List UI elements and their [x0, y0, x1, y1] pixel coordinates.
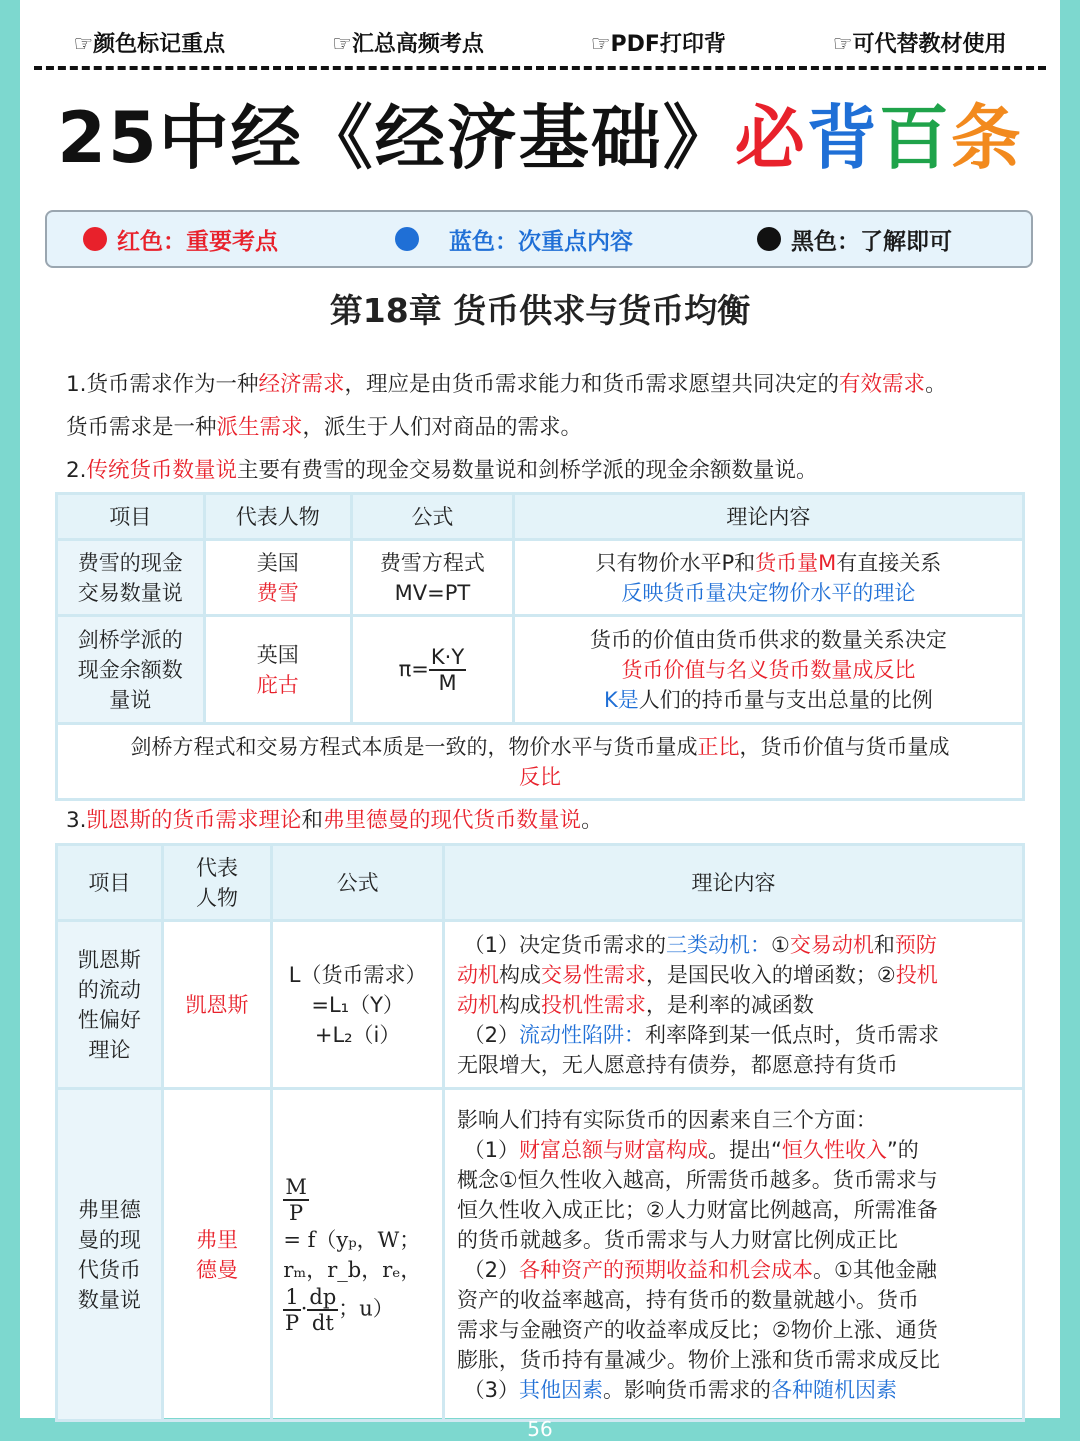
footer-note: 剑桥方程式和交易方程式本质是一致的，物价水平与货币量成正比，货币价值与货币量成 反比: [57, 724, 1024, 800]
table-row: [57, 1089, 1024, 1421]
dashed-divider: [34, 66, 1046, 70]
page: [20, 0, 1060, 1418]
row-item: 剑桥学派的 现金余额数 量说: [57, 616, 205, 724]
row-formula: π= $\frac{K\cdot Y}{M}$: [352, 616, 514, 724]
red-dot-icon: [83, 227, 107, 251]
title-char-2: 背: [806, 97, 879, 179]
title-char-4: 条: [950, 97, 1023, 179]
row-person: 凯恩斯: [162, 921, 272, 1089]
black-dot-icon: [757, 227, 781, 251]
table-header-row: [57, 845, 1024, 921]
paragraph-1b: 货币需求是一种派生需求，派生于人们对商品的需求。: [66, 415, 583, 440]
table-money-demand: [55, 843, 1025, 1422]
row-content: 只有物价水平P和货币量M有直接关系 反映货币量决定物价水平的理论: [513, 540, 1023, 616]
header-content: 理论内容: [443, 845, 1023, 921]
title-char-1: 必: [734, 97, 807, 179]
legend-blue-label: 蓝色：次重点内容: [449, 228, 633, 255]
paragraph-1: 1.货币需求作为一种经济需求，理应是由货币需求能力和货币需求愿望共同决定的有效需求。: [66, 372, 947, 397]
row-formula: 费雪方程式 MV=PT: [352, 540, 514, 616]
feature-item-summary: ☞汇总高频考点: [332, 31, 484, 57]
blue-dot-icon: [395, 227, 419, 251]
paragraph-3: 3.凯恩斯的货币需求理论和弗里德曼的现代货币数量说。: [66, 808, 603, 833]
row-person: 英国 庇古: [204, 616, 352, 724]
title-main: 25中经《经济基础》: [57, 97, 735, 179]
table-row: [57, 616, 1024, 724]
header-person: 代表人物: [204, 494, 352, 540]
row-item: 弗里德 曼的现 代货币 数量说: [57, 1089, 163, 1421]
legend-red-label: 红色：重要考点: [117, 228, 278, 255]
paragraph-2: 2.传统货币数量说主要有费雪的现金交易数量说和剑桥学派的现金余额数量说。: [66, 458, 818, 483]
row-content: 影响人们持有实际货币的因素来自三个方面： （1）财富总额与财富构成。提出“恒久性收入”的 概念①恒久性收入越高，所需货币越多。货币需求与 恒久性收入成正比；②人力财富比例越高，所需准备 的货币就越多。货币需求与人力财富比例成正比 （2）各种资产的预期收益和机会成本。①其他金融 资产的收益率越高，持有货币的数量就越小。货币 需求与金融资产的收益率成反比；②物价上涨、通货 膨胀，货币持有量减少。物价上涨和货币需求成反比 （3）其他因素。影响货币需求的各种随机因素: [443, 1089, 1023, 1421]
legend-black: [757, 223, 952, 256]
title-char-3: 百: [878, 97, 951, 179]
table-footer-row: [57, 724, 1024, 800]
row-formula: L（货币需求） =L₁（Y） +L₂（i）: [272, 921, 444, 1089]
chapter-title: 第18章 货币供求与货币均衡: [329, 291, 751, 330]
feature-item-color: ☞颜色标记重点: [73, 31, 226, 57]
row-item: 费雪的现金 交易数量说: [57, 540, 205, 616]
header-content: 理论内容: [513, 494, 1023, 540]
row-content: （1）决定货币需求的三类动机：①交易动机和预防 动机构成交易性需求，是国民收入的增函数；②投机 动机构成投机性需求，是利率的减函数 （2）流动性陷阱：利率降到某一低点时，货币需求 无限增大，无人愿意持有债券，都愿意持有货币: [443, 921, 1023, 1089]
header-formula: 公式: [272, 845, 444, 921]
page-title: [20, 88, 1060, 188]
table-header-row: [57, 494, 1024, 540]
header-item: 项目: [57, 494, 205, 540]
table-quantity-theory: [55, 492, 1025, 801]
legend-red: [83, 223, 278, 256]
row-person: 美国 费雪: [204, 540, 352, 616]
row-formula: $\frac{M}{P}$ = f（yₚ，W； rₘ，r_b，rₑ， $\frac{1}{P}$ · $\frac{dp}{dt}$ ；u）: [272, 1089, 444, 1421]
legend-blue: [395, 223, 633, 256]
header-formula: 公式: [352, 494, 514, 540]
page-number: 56: [527, 1417, 553, 1441]
feature-bar: [20, 22, 1060, 62]
row-content: 货币的价值由货币供求的数量关系决定 货币价值与名义货币数量成反比 K是人们的持币量与支出总量的比例: [513, 616, 1023, 724]
table-row: [57, 921, 1024, 1089]
row-person: 弗里 德曼: [162, 1089, 272, 1421]
row-item: 凯恩斯 的流动 性偏好 理论: [57, 921, 163, 1089]
legend-black-label: 黑色：了解即可: [791, 228, 952, 255]
header-person: 代表 人物: [162, 845, 272, 921]
table-row: [57, 540, 1024, 616]
feature-item-pdf: ☞PDF打印背: [590, 31, 726, 57]
color-legend: [45, 210, 1033, 268]
feature-item-textbook: ☞可代替教材使用: [832, 31, 1007, 57]
header-item: 项目: [57, 845, 163, 921]
